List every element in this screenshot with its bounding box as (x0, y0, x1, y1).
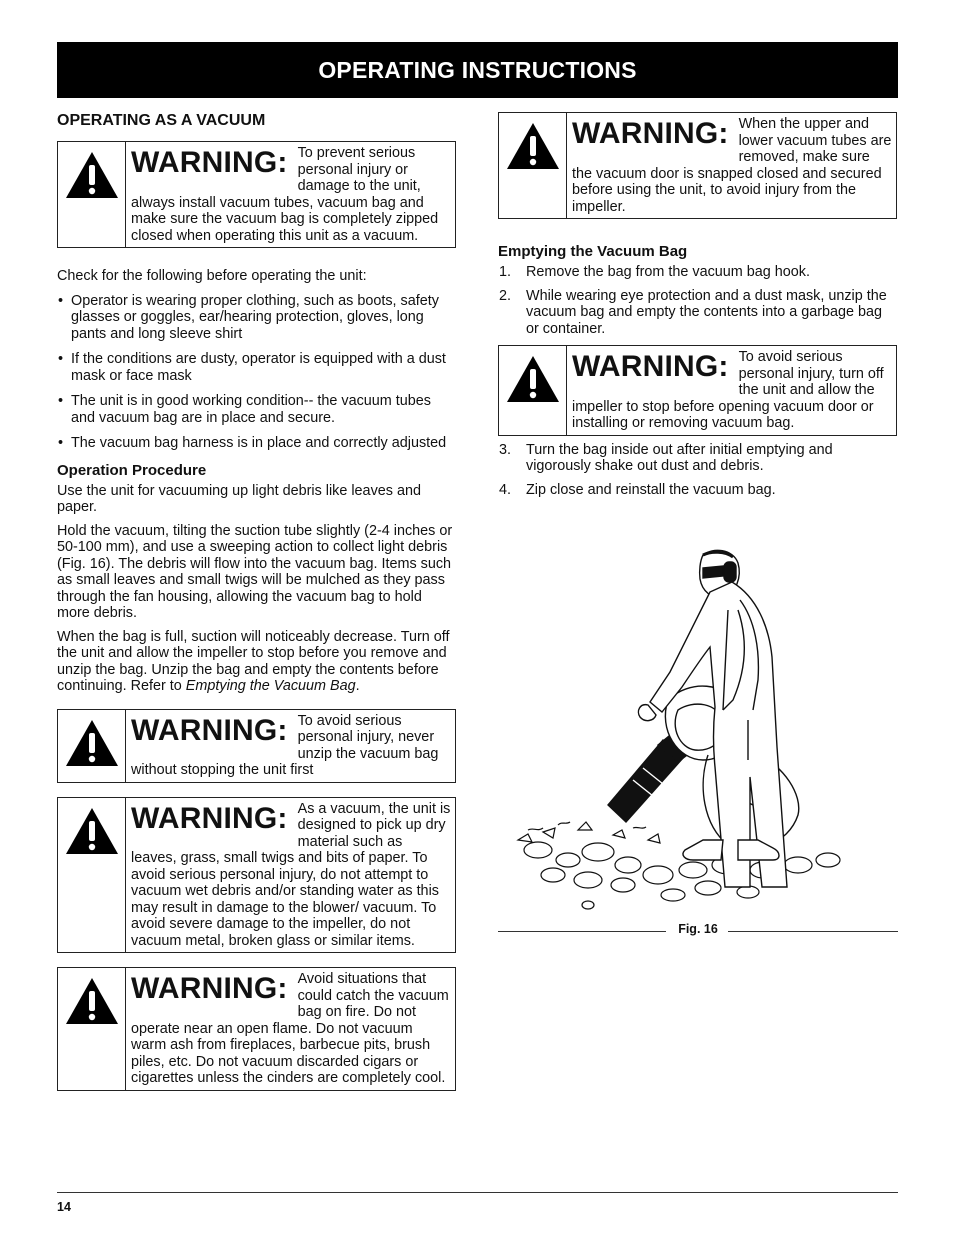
warning-triangle-icon (58, 710, 126, 782)
emptying-steps (498, 264, 897, 337)
list-item (498, 482, 897, 499)
warning-text: To avoid serious personal injury, turn off the unit and allow the impeller to stop before opening vacuum door or installing or removing vacuum bag. (572, 349, 884, 431)
page-number: 14 (57, 1200, 71, 1214)
warning-box-impeller (498, 345, 897, 436)
list-item: • Operator is wearing proper clothing, such as boots, safety glasses or goggles, ear/hearing protection, gloves, long pants and long sleeve shirt (57, 293, 456, 343)
warning-label: WARNING: (131, 801, 288, 835)
section-title: OPERATING AS A VACUUM (57, 112, 266, 129)
warning-box-fire (57, 967, 456, 1091)
checklist (57, 293, 456, 452)
emptying-steps-continued (498, 442, 897, 499)
figure-caption (498, 922, 898, 938)
warning-text: When the upper and lower vacuum tubes are removed, make sure the vacuum door is snapped closed and secured before using the unit, to avoid injury from the impeller. (572, 116, 892, 215)
footer-rule (57, 1192, 898, 1193)
procedure-paragraph (57, 629, 456, 695)
step-text: Zip close and reinstall the vacuum bag. (526, 481, 776, 498)
check-intro: Check for the following before operating the unit: (57, 268, 367, 284)
list-item (498, 442, 897, 475)
warning-text: Avoid situations that could catch the vacuum bag on fire. Do not operate near an open flame. Do not vacuum warm ash from fireplaces, barbecue pits, brush piles, etc. Do not vacuum discarded cigars or cigarettes unless the cinders are completely cool. (131, 971, 449, 1086)
cross-reference: Emptying the Vacuum Bag (185, 678, 356, 694)
right-column (498, 112, 897, 506)
person-vacuuming-illustration (498, 540, 898, 940)
figure-label: Fig. 16 (678, 922, 718, 936)
procedure-paragraph: Use the unit for vacuuming up light debris like leaves and paper. (57, 482, 421, 515)
warning-triangle-icon (58, 142, 126, 247)
caption-rule-right (728, 931, 898, 932)
warning-text: To avoid serious personal injury, never unzip the vacuum bag without stopping the unit first (131, 712, 439, 778)
left-column (57, 110, 456, 1105)
list-item (498, 264, 897, 281)
caption-rule-left (498, 931, 666, 932)
step-number: 3. (499, 441, 512, 458)
section-header (57, 42, 898, 98)
emptying-title: Emptying the Vacuum Bag (498, 243, 688, 260)
warning-label: WARNING: (572, 350, 729, 383)
warning-box-dry-material (57, 797, 456, 954)
warning-label: WARNING: (572, 117, 729, 150)
debris-pile (518, 822, 840, 909)
warning-box-unzip (57, 709, 456, 783)
list-item (498, 288, 897, 338)
warning-label: WARNING: (131, 146, 288, 179)
procedure-title: Operation Procedure (57, 461, 207, 479)
list-item: • If the conditions are dusty, operator is equipped with a dust mask or face mask (57, 351, 456, 384)
step-text: Remove the bag from the vacuum bag hook. (526, 264, 810, 280)
warning-text: To prevent serious personal injury or damage to the unit, always install vacuum tubes, vacuum bag and make sure the vacuum bag is completely zipped closed when operating this unit as a vacuum. (131, 145, 439, 244)
procedure-text-end: . (355, 678, 360, 694)
step-number: 2. (499, 287, 512, 304)
warning-label: WARNING: (131, 713, 288, 747)
warning-text: As a vacuum, the unit is designed to pick up dry material such as leaves, grass, small twigs and bits of paper. To avoid serious personal injury, do not attempt to vacuum wet debris and/or standing water as this may result in damage to the blower/ vacuum. To avoid severe damage to the impeller, do not vacuum metal, broken glass or similar items. (131, 800, 451, 949)
procedure-text: When the bag is full, suction will noticeably decrease. Turn off the unit and allow the impeller to stop before you remove and unzip the bag. Unzip the bag and empty the contents before continuing. Refer to (57, 628, 450, 694)
step-number: 1. (499, 264, 512, 280)
list-item: • The vacuum bag harness is in place and correctly adjusted (57, 435, 456, 452)
header-title: OPERATING INSTRUCTIONS (318, 56, 637, 83)
step-text: Turn the bag inside out after initial emptying and vigorously shake out dust and debris. (526, 441, 833, 474)
warning-box-install-tubes (57, 141, 456, 248)
warning-triangle-icon (499, 113, 567, 218)
warning-label: WARNING: (131, 972, 288, 1005)
procedure-paragraph: Hold the vacuum, tilting the suction tube slightly (2-4 inches or 50-100 mm), and use a sweeping action to collect light debris (Fig. 16). The debris will flow into the vacuum bag. Items such as small leaves and small twigs will be mulched as they pass through the fan housing, allowing the vacuum bag to hold more debris. (57, 522, 453, 621)
list-item: • The unit is in good working condition-- the vacuum tubes and vacuum bag are in place and secure. (57, 393, 456, 426)
warning-triangle-icon (58, 968, 126, 1090)
warning-box-vacuum-door (498, 112, 897, 219)
step-number: 4. (499, 481, 512, 498)
step-text: While wearing eye protection and a dust mask, unzip the vacuum bag and empty the contents into a garbage bag or container. (526, 287, 887, 337)
warning-triangle-icon (499, 346, 567, 435)
warning-triangle-icon (58, 798, 126, 953)
